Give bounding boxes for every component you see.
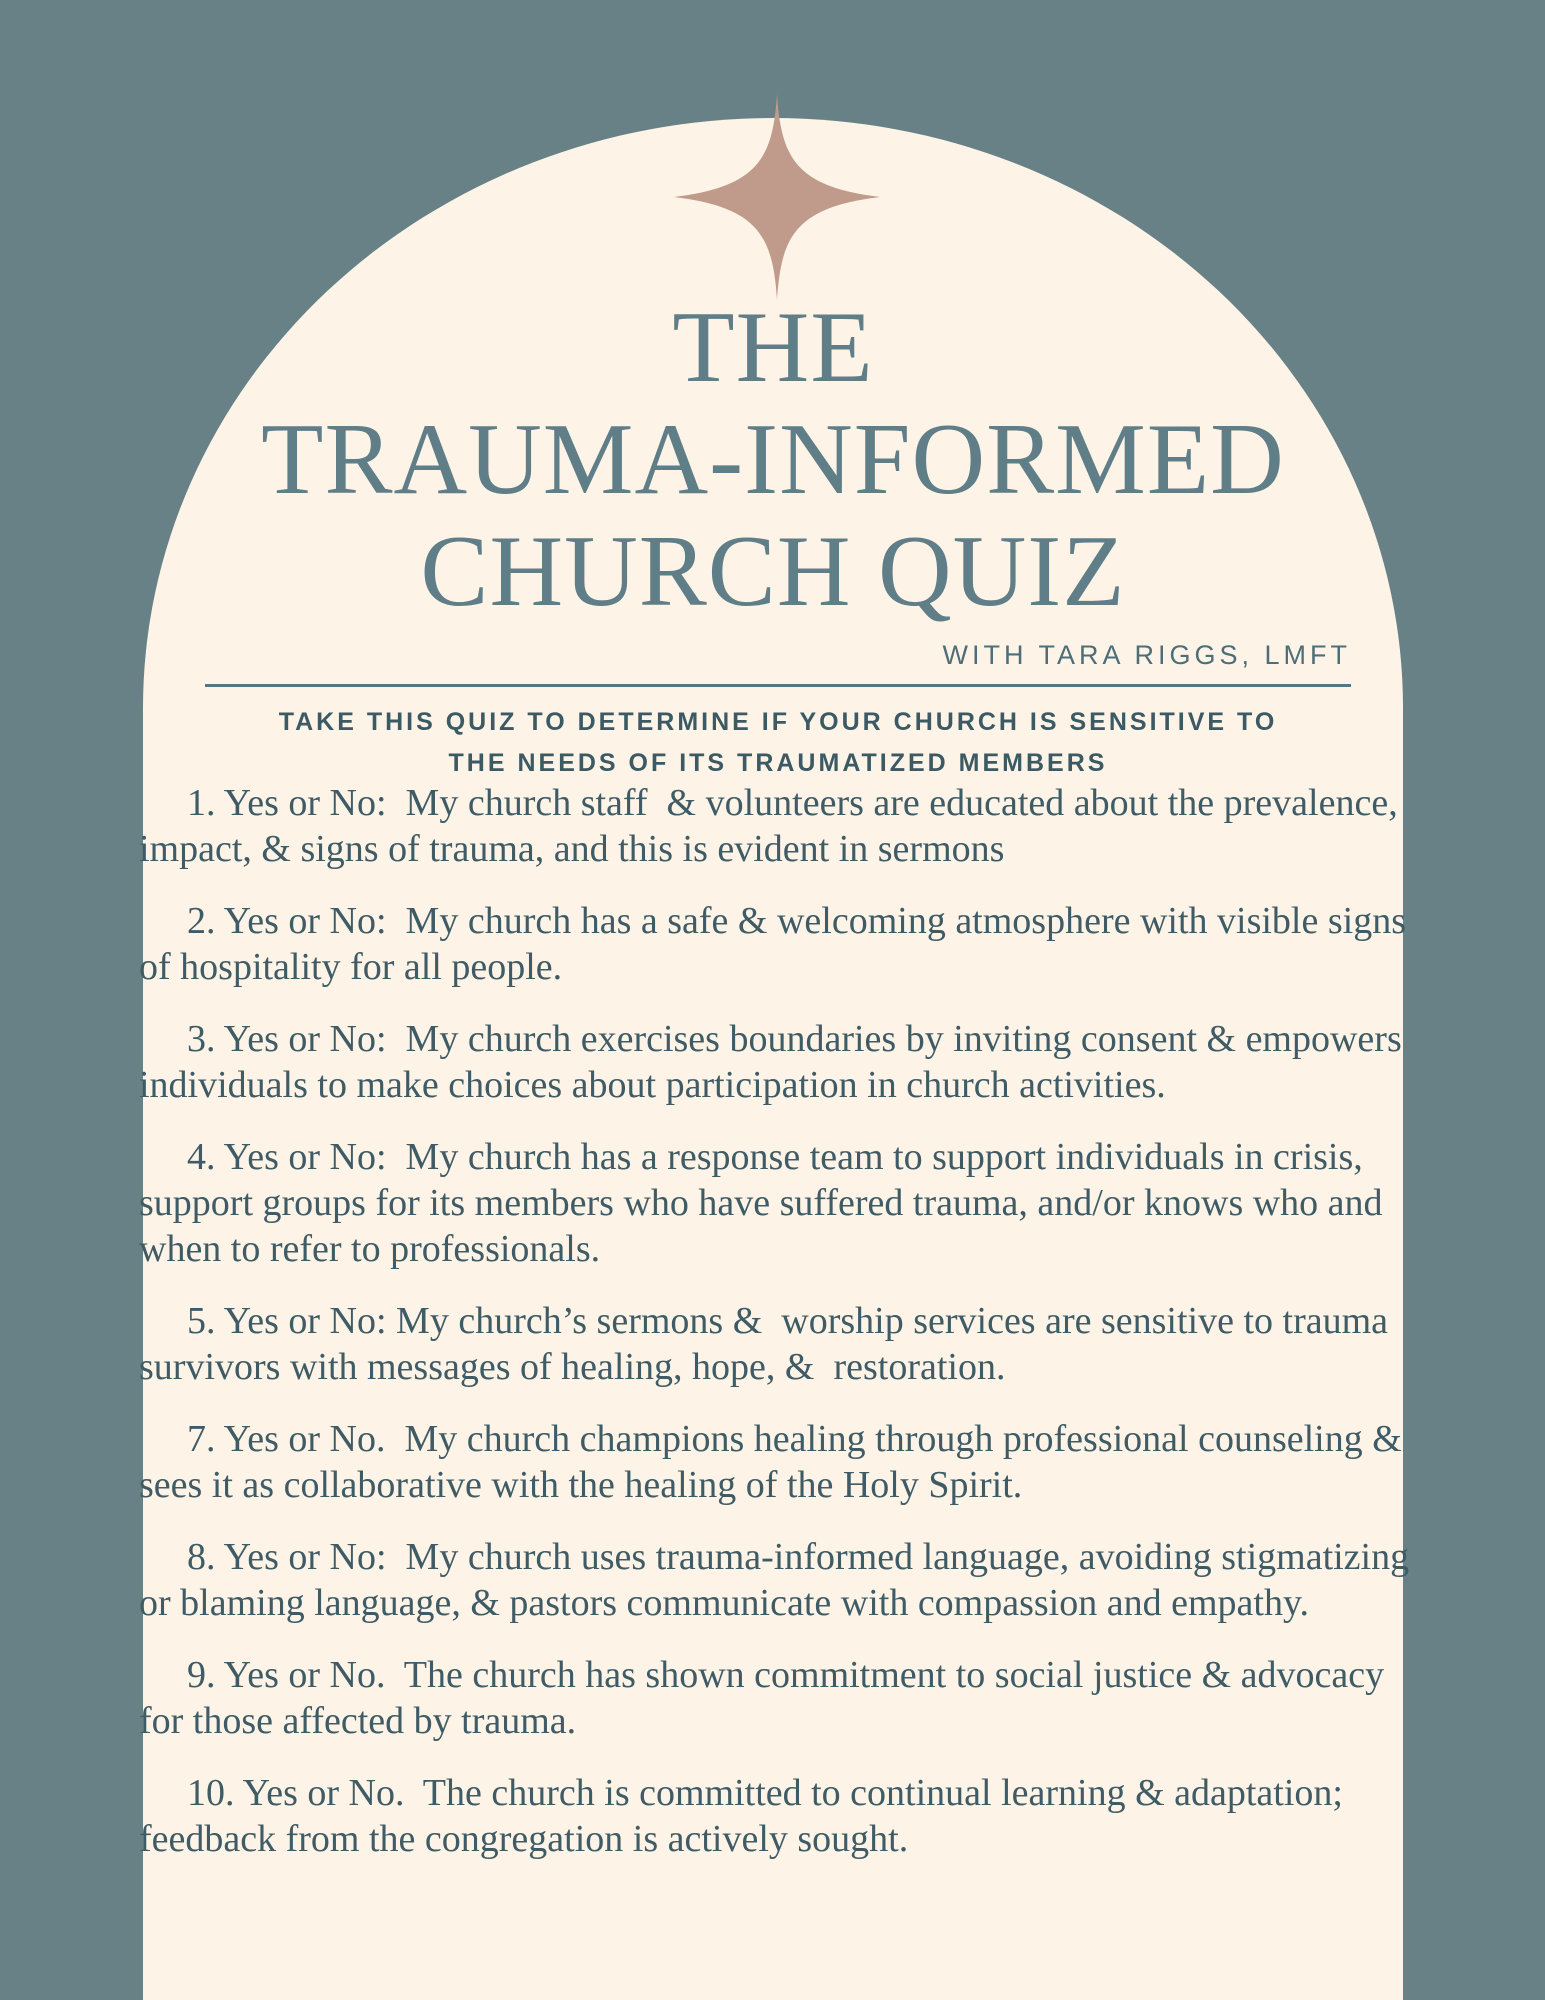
tagline-line: TAKE THIS QUIZ TO DETERMINE IF YOUR CHURCH IS SENSITIVE TO bbox=[278, 708, 1278, 736]
title-line: TRAUMA-INFORMED bbox=[261, 403, 1285, 516]
quiz-item: 5. Yes or No: My church’s sermons & worship services are sensitive to trauma survivors with messages of healing, hope, & restoration. bbox=[139, 1300, 1398, 1388]
quiz-item: 10. Yes or No. The church is committed to continual learning & adaptation; feedback from the congregation is actively sought. bbox=[139, 1772, 1362, 1860]
quiz-item: 7. Yes or No. My church champions healing through professional counseling & sees it as collaborative with the healing of the Holy Spirit. bbox=[139, 1418, 1412, 1506]
title-line: THE bbox=[672, 291, 874, 404]
byline: WITH TARA RIGGS, LMFT bbox=[942, 640, 1351, 670]
quiz-item: 1. Yes or No: My church staff & volunteers are educated about the prevalence, impact, & signs of trauma, and this is evident in sermons bbox=[139, 782, 1417, 870]
title-line: CHURCH QUIZ bbox=[420, 515, 1126, 628]
quiz-item: 2. Yes or No: My church has a safe & welcoming atmosphere with visible signs of hospitality for all people. bbox=[139, 900, 1416, 988]
sparkle-icon bbox=[674, 94, 880, 300]
quiz-item: 3. Yes or No: My church exercises boundaries by inviting consent & empowers individuals to make choices about participation in church activities. bbox=[139, 1018, 1412, 1106]
divider-line bbox=[205, 684, 1351, 687]
quiz-item: 4. Yes or No: My church has a response team to support individuals in crisis, support groups for its members who have suffered trauma, and/or knows who and when to refer to professionals. bbox=[139, 1136, 1393, 1270]
quiz-item: 9. Yes or No. The church has shown commitment to social justice & advocacy for those affected by trauma. bbox=[139, 1654, 1394, 1742]
tagline bbox=[205, 702, 1351, 784]
quiz-item: 8. Yes or No: My church uses trauma-informed language, avoiding stigmatizing or blaming language, & pastors communicate with compassion and empathy. bbox=[139, 1536, 1419, 1624]
quiz-list bbox=[139, 780, 1419, 1888]
page-title bbox=[143, 292, 1403, 628]
tagline-line: THE NEEDS OF ITS TRAUMATIZED MEMBERS bbox=[448, 749, 1108, 777]
